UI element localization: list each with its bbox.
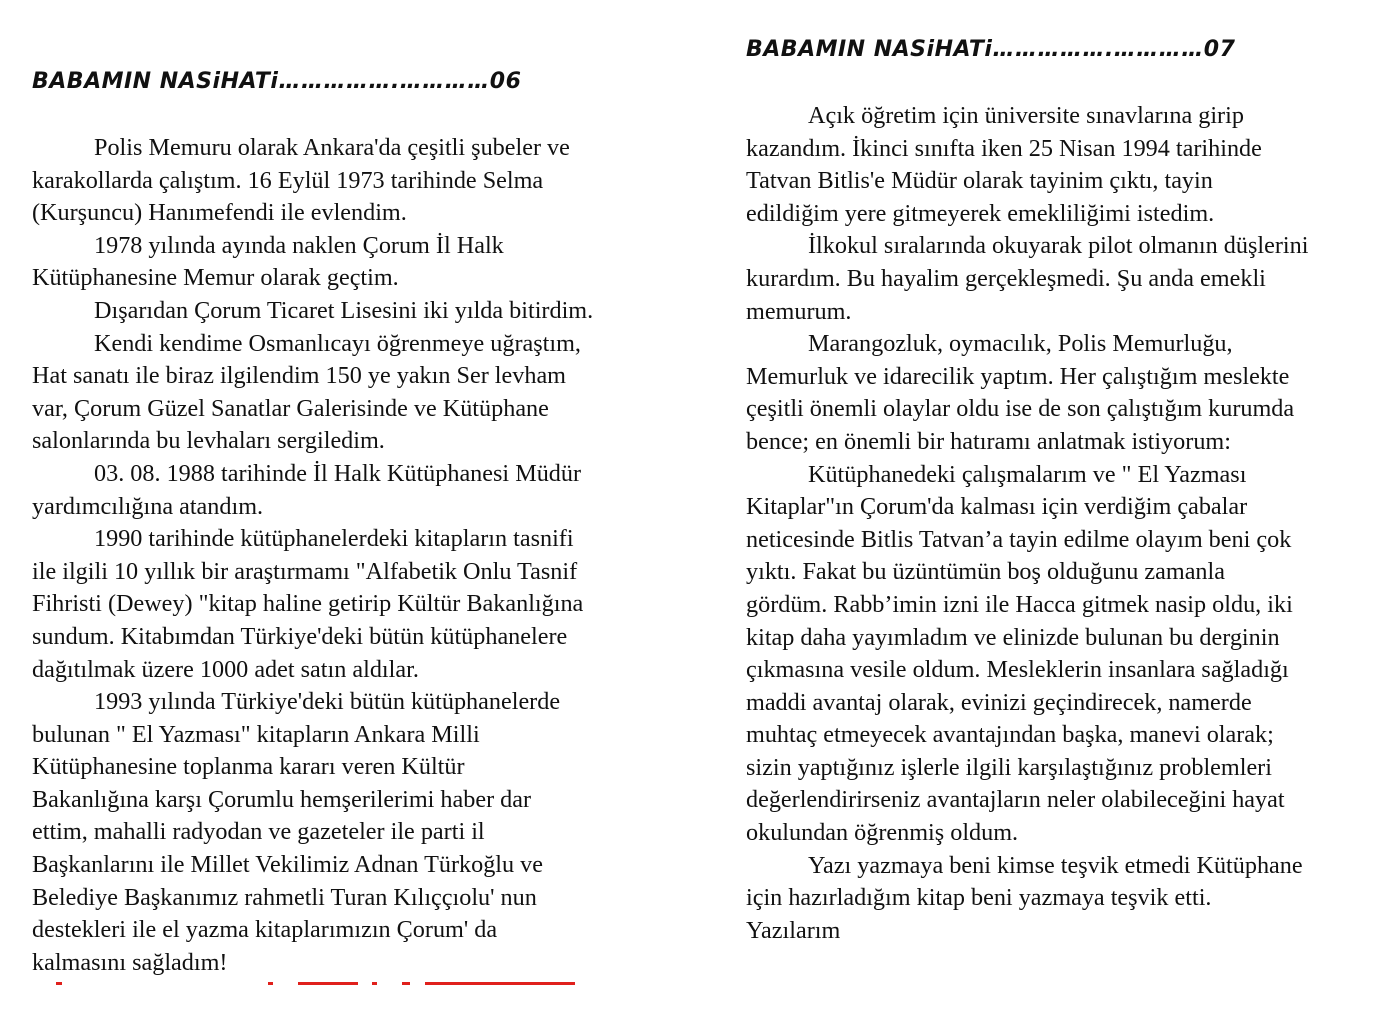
- text-line: salonlarında bu levhaları sergiledim.: [32, 427, 385, 455]
- text-line: yıktı. Fakat bu üzüntümün boş olduğunu zamanla: [746, 558, 1225, 586]
- right-page-header: BABAMIN NASiHATi…………….…………07: [746, 37, 1236, 62]
- red-mark: [425, 982, 575, 985]
- left-page-body: [32, 132, 712, 979]
- red-mark: [372, 982, 377, 985]
- text-line: Belediye Başkanımız rahmetli Turan Kılıççıolu' nun: [32, 883, 537, 911]
- red-mark: [402, 982, 410, 985]
- text-line: Memurluk ve idarecilik yaptım. Her çalıştığım meslekte: [746, 362, 1290, 390]
- text-line: Kendi kendime Osmanlıcayı öğrenmeye uğraştım,: [94, 329, 581, 357]
- text-line: neticesinde Bitlis Tatvan’a tayin edilme olayım beni çok: [746, 525, 1292, 553]
- text-line: ettim, mahalli radyodan ve gazeteler ile parti il: [32, 818, 485, 846]
- red-mark: [298, 982, 358, 985]
- text-line: 1978 yılında ayında naklen Çorum İl Halk: [94, 231, 504, 259]
- text-line: kitap daha yayımladım ve elinizde bulunan bu derginin: [746, 623, 1280, 651]
- text-line: Başkanlarını ile Millet Vekilimiz Adnan Türkoğlu ve: [32, 851, 543, 879]
- text-line: Yazılarım: [746, 916, 841, 944]
- text-line: kurardım. Bu hayalim gerçekleşmedi. Şu anda emekli: [746, 264, 1266, 292]
- text-line: Yazı yazmaya beni kimse teşvik etmedi Kütüphane: [808, 851, 1303, 879]
- text-line: memurum.: [746, 297, 852, 325]
- text-line: (Kurşuncu) Hanımefendi ile evlendim.: [32, 199, 407, 227]
- text-line: ile ilgili 10 yıllık bir araştırmamı "Alfabetik Onlu Tasnif: [32, 557, 578, 585]
- text-line: sizin yaptığınız işlerle ilgili karşılaştığınız problemleri: [746, 753, 1272, 781]
- text-line: gördüm. Rabb’imin izni ile Hacca gitmek nasip oldu, iki: [746, 590, 1293, 618]
- text-line: okulundan öğrenmiş oldum.: [746, 819, 1019, 847]
- red-mark: [56, 982, 62, 985]
- text-line: Tatvan Bitlis'e Müdür olarak tayinim çıktı, tayin: [746, 167, 1213, 195]
- text-line: Kütüphanesine toplanma kararı veren Kültür: [32, 753, 465, 781]
- text-line: 1990 tarihinde kütüphanelerdeki kitapların tasnifi: [94, 525, 574, 553]
- text-line: İlkokul sıralarında okuyarak pilot olmanın düşlerini: [808, 232, 1309, 260]
- text-line: Marangozluk, oymacılık, Polis Memurluğu,: [808, 330, 1233, 358]
- text-line: bulunan " El Yazması" kitapların Ankara Milli: [32, 720, 480, 748]
- text-line: Açık öğretim için üniversite sınavlarına girip: [808, 102, 1244, 129]
- left-page: [32, 68, 712, 979]
- text-line: Kütüphanesine Memur olarak geçtim.: [32, 264, 399, 292]
- right-page-body: [746, 100, 1394, 947]
- text-line: muhtaç etmeyecek avantajından başka, manevi olarak;: [746, 721, 1274, 749]
- text-line: için hazırladığım kitap beni yazmaya teşvik etti.: [746, 884, 1212, 912]
- text-line: Dışarıdan Çorum Ticaret Lisesini iki yılda bitirdim.: [94, 296, 594, 324]
- text-line: Kitaplar"ın Çorum'da kalması için verdiğim çabalar: [746, 493, 1248, 521]
- text-line: karakollarda çalıştım. 16 Eylül 1973 tarihinde Selma: [32, 166, 544, 194]
- text-line: yardımcılığına atandım.: [32, 492, 264, 520]
- text-line: destekleri ile el yazma kitaplarımızın Çorum' da: [32, 916, 498, 944]
- text-line: dağıtılmak üzere 1000 adet satın aldılar.: [32, 655, 419, 683]
- text-line: çeşitli önemli olaylar oldu ise de son çalıştığım kurumda: [746, 395, 1295, 423]
- text-line: Hat sanatı ile biraz ilgilendim 150 ye yakın Ser levham: [32, 362, 566, 390]
- red-mark: [268, 982, 273, 985]
- text-line: edildiğim yere gitmeyerek emekliliğimi istedim.: [746, 199, 1215, 227]
- text-line: kalmasını sağladım!: [32, 948, 228, 976]
- text-line: 03. 08. 1988 tarihinde İl Halk Kütüphanesi Müdür: [94, 459, 582, 487]
- text-line: Bakanlığına karşı Çorumlu hemşerilerimi haber dar: [32, 785, 532, 813]
- text-line: kazandım. İkinci sınıfta iken 25 Nisan 1994 tarihinde: [746, 134, 1262, 162]
- right-page: [746, 36, 1394, 947]
- text-line: sundum. Kitabımdan Türkiye'deki bütün kütüphanelere: [32, 622, 568, 650]
- text-line: bence; en önemli bir hatıramı anlatmak istiyorum:: [746, 427, 1231, 455]
- text-line: çıkmasına vesile oldum. Mesleklerin insanlara sağladığı: [746, 656, 1289, 684]
- text-line: değerlendirirseniz avantajların neler olabileceğini hayat: [746, 786, 1285, 814]
- text-line: Polis Memuru olarak Ankara'da çeşitli şubeler ve: [94, 134, 570, 161]
- text-line: var, Çorum Güzel Sanatlar Galerisinde ve Kütüphane: [32, 394, 549, 422]
- text-line: Kütüphanedeki çalışmalarım ve " El Yazması: [808, 460, 1247, 488]
- text-line: Fihristi (Dewey) "kitap haline getirip Kültür Bakanlığına: [32, 590, 584, 618]
- left-page-header: BABAMIN NASiHATi…………….…………06: [32, 69, 522, 94]
- text-line: 1993 yılında Türkiye'deki bütün kütüphanelerde: [94, 688, 561, 716]
- text-line: maddi avantaj olarak, evinizi geçindirecek, namerde: [746, 688, 1252, 716]
